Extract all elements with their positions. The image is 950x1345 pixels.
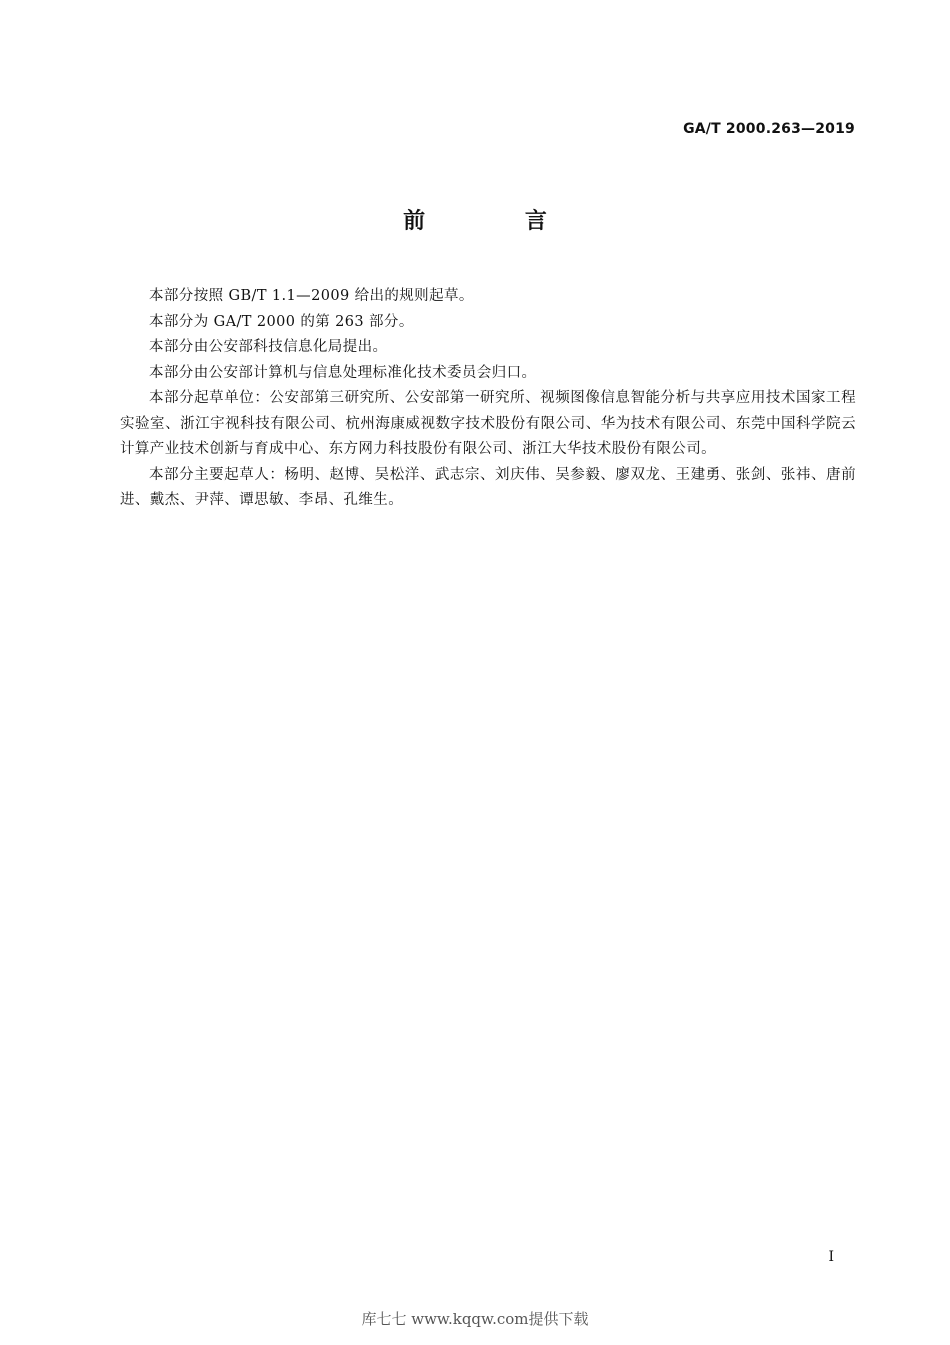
paragraph-drafters: 本部分主要起草人：杨明、赵博、吴松洋、武志宗、刘庆伟、吴参毅、廖双龙、王建勇、张剑、张祎、唐前进、戴杰、尹萍、谭思敏、李昂、孔维生。: [120, 466, 856, 508]
paragraph-drafting-rules: 本部分按照 GB/T 1.1—2009 给出的规则起草。: [149, 288, 474, 304]
foreword-body: [120, 284, 856, 514]
paragraph-part-number: 本部分为 GA/T 2000 的第 263 部分。: [149, 313, 414, 330]
page-title: 前 言: [403, 209, 593, 234]
download-watermark: 库七七 www.kqqw.com提供下载: [361, 1310, 589, 1328]
paragraph-centralized-by: 本部分由公安部计算机与信息处理标准化技术委员会归口。: [149, 364, 537, 381]
paragraph-proposed-by: 本部分由公安部科技信息化局提出。: [149, 339, 388, 355]
page-number: I: [828, 1249, 834, 1265]
paragraph-drafting-units: 本部分起草单位：公安部第三研究所、公安部第一研究所、视频图像信息智能分析与共享应用技术国家工程实验室、浙江宇视科技有限公司、杭州海康威视数字技术股份有限公司、华为技术有限公司、东莞中国科学院云计算产业技术创新与育成中心、东方网力科技股份有限公司、浙江大华技术股份有限公司。: [120, 390, 856, 457]
standard-code: GA/T 2000.263—2019: [683, 121, 855, 137]
